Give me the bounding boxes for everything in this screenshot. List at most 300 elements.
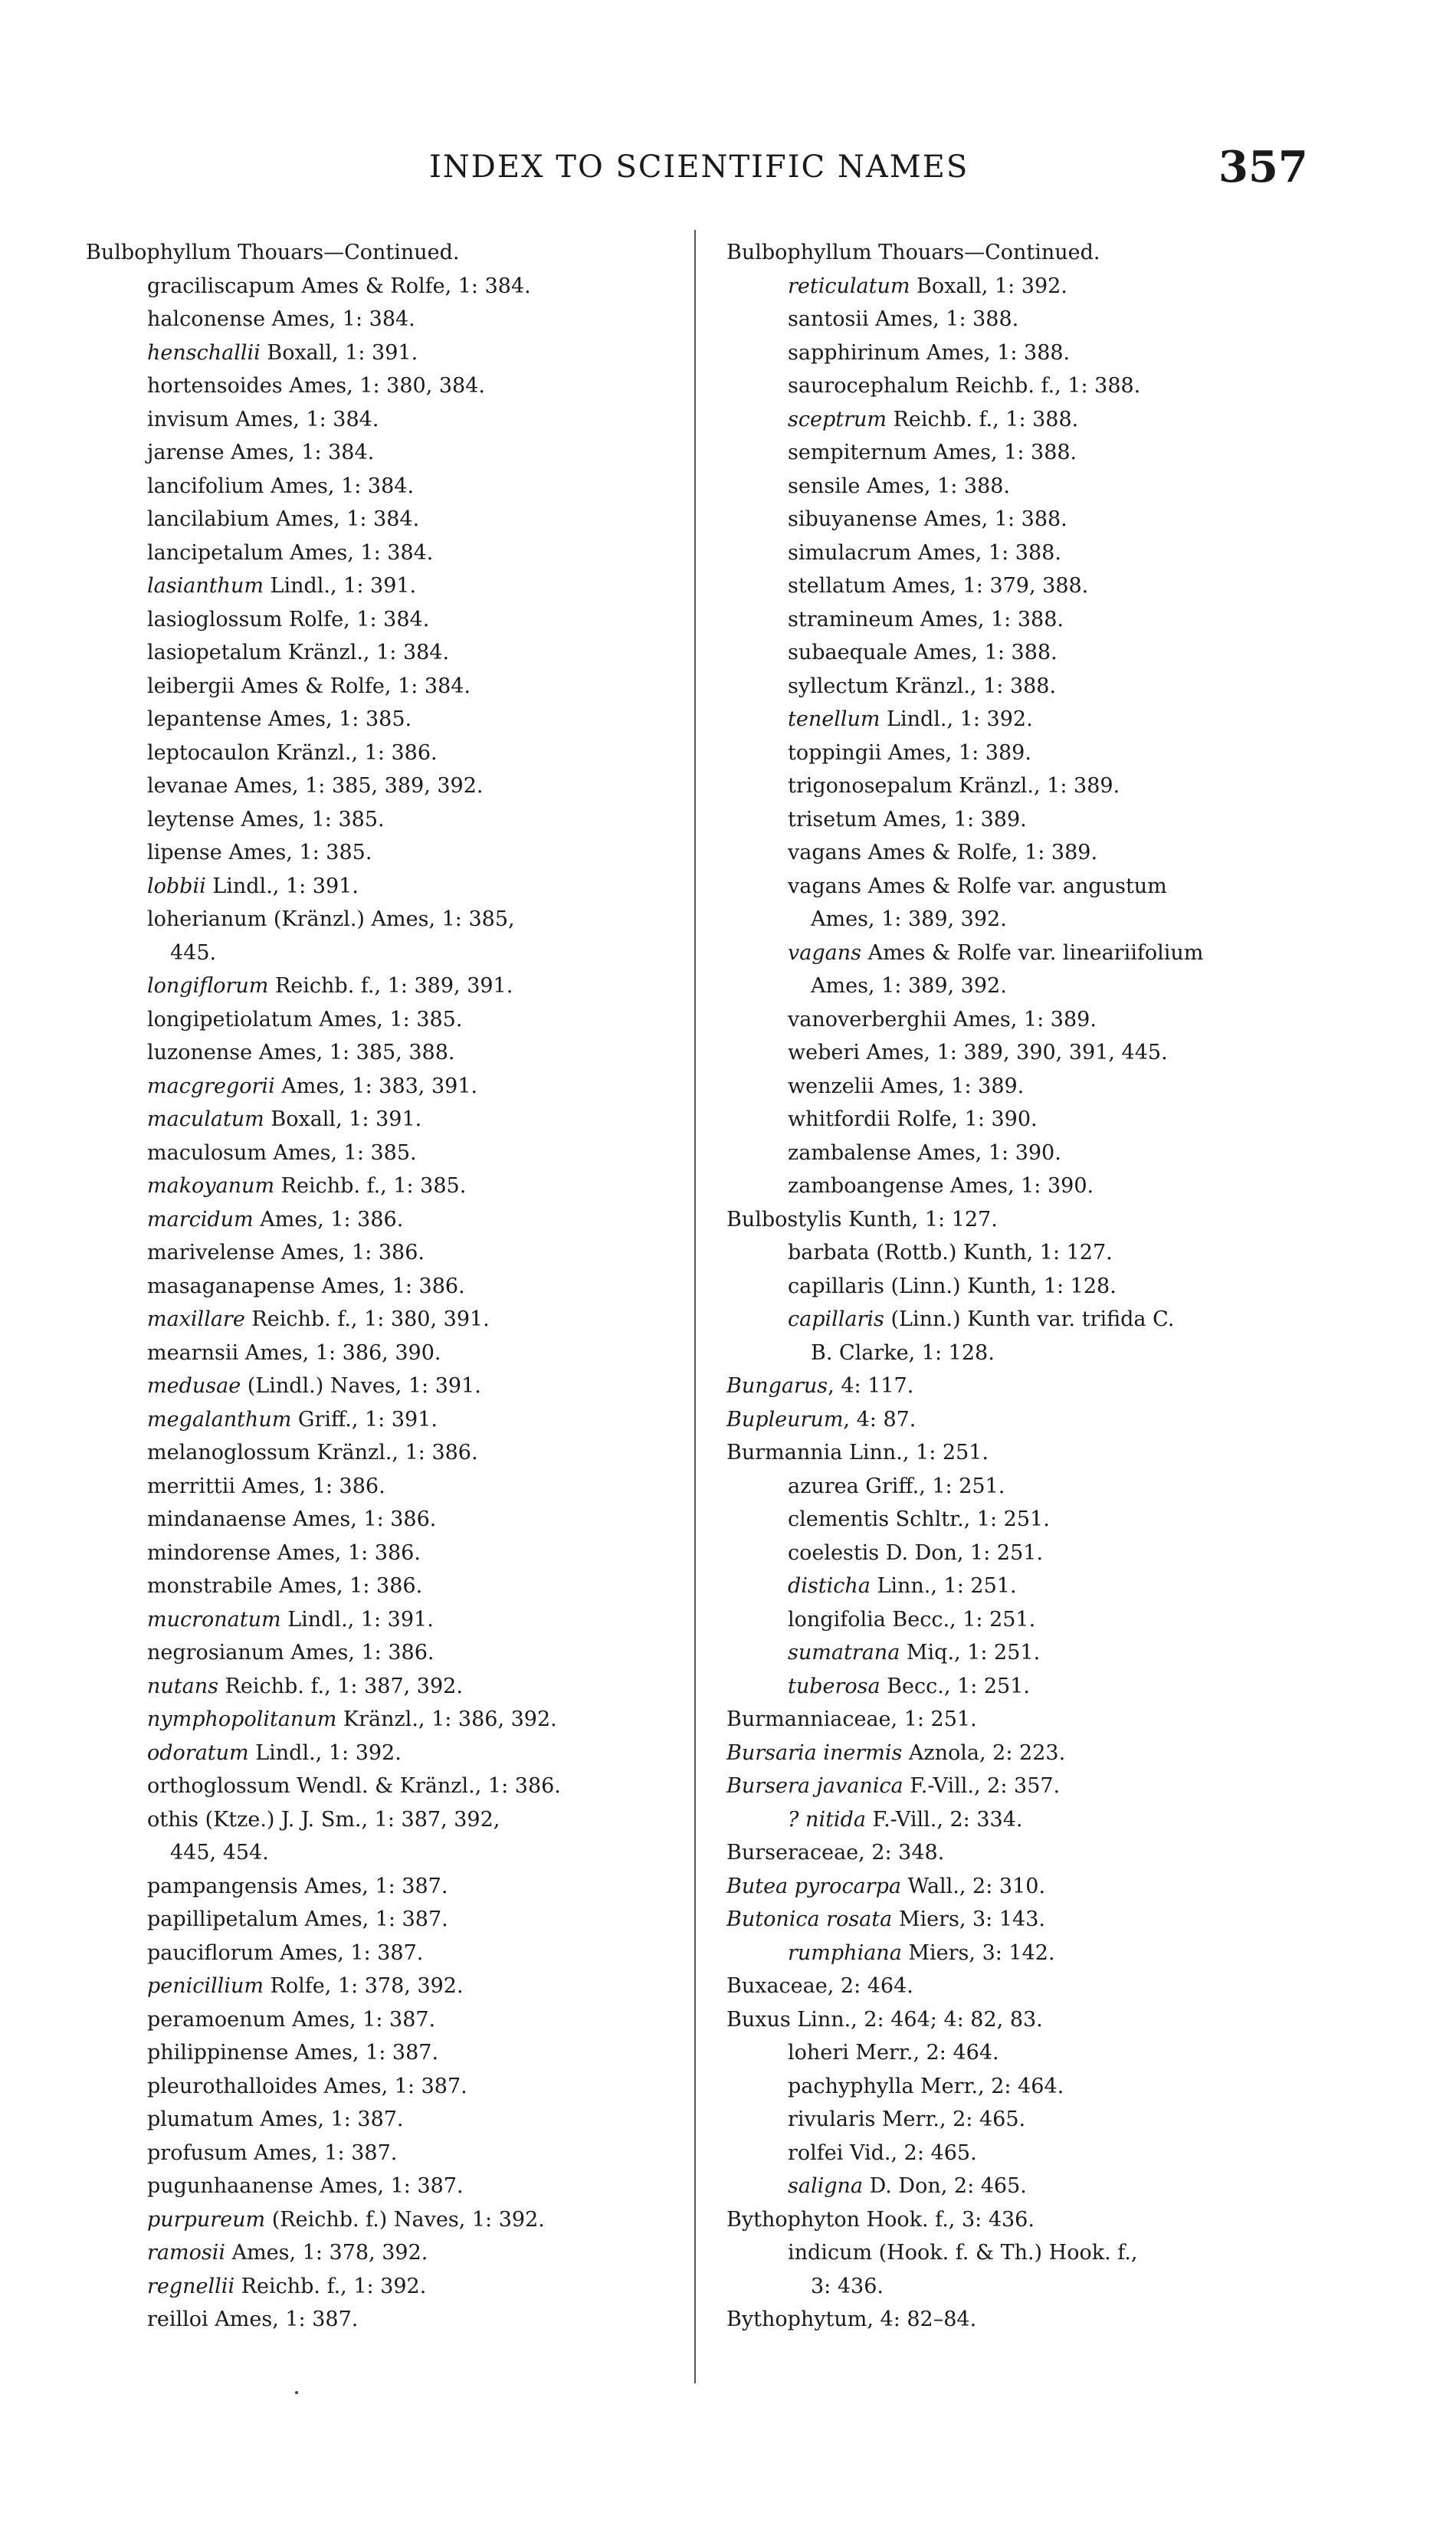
entry-name: mucronatum [147,1607,281,1632]
index-entry [86,270,699,303]
entry-reference: Ames, 1: 384. [224,441,375,464]
entry-name: syllectum [788,674,889,698]
index-entry [86,1270,699,1304]
index-entry [726,569,1363,603]
entry-name: halconense [147,307,266,331]
entry-continuation: Ames, 1: 389, 392. [811,974,1007,998]
index-entry [86,836,699,870]
index-entry [726,803,1363,837]
page-number: 357 [1218,142,1308,192]
index-entry [726,2070,1363,2104]
entry-reference: Vid., 2: 465. [843,2140,977,2165]
entry-reference: Griff., 1: 251. [858,1474,1005,1498]
entry-reference: Boxall, 1: 392. [910,274,1067,298]
index-entry [726,2137,1363,2170]
entry-continuation: B. Clarke, 1: 128. [811,1340,995,1365]
entry-reference: Ames, 1: 385. [261,707,412,731]
entry-name: Burseraceae [726,1841,859,1865]
entry-name: mindanaense [147,1507,287,1531]
entry-reference: Reichb. f., 1: 392. [234,2274,427,2298]
entry-name: Buxaceae [726,1974,828,1998]
entry-name: marcidum [147,1207,254,1232]
index-entry [86,603,699,637]
index-entry [726,1937,1363,1970]
index-entry [726,1303,1363,1369]
entry-name: negrosianum [147,1641,284,1665]
entry-reference: Ames, 1: 384. [228,407,379,431]
entry-name: penicillium [147,1974,264,1998]
entry-reference: Ames, 1: 388. [926,441,1077,464]
entry-name: masaganapense [147,1274,316,1298]
index-entry [726,736,1363,770]
entry-name: graciliscapum [147,274,295,298]
entry-name: Bungarus [726,1374,828,1398]
entry-continuation: 3: 436. [811,2274,884,2298]
index-entry [86,969,699,1003]
entry-reference: Ames, 1: 386. [274,1241,425,1264]
entry-name: Buxus [726,2007,791,2032]
index-entry [726,1903,1363,1937]
entry-name: lancipetalum [147,540,284,565]
index-entry [86,1137,699,1170]
entry-reference: Ames, 1: 387. [297,1874,448,1898]
index-entry [86,1470,699,1504]
entry-reference: Ames, 1: 379, 388. [885,574,1089,598]
entry-reference: Reichb. f., 1: 388. [887,407,1079,431]
index-entry [726,1203,1363,1237]
index-entry [86,1403,699,1437]
index-entry [726,1236,1363,1270]
entry-reference: Ames, 1: 388. [913,607,1064,631]
index-entry [726,1570,1363,1603]
index-entry [726,1369,1363,1403]
index-entry [726,1270,1363,1304]
entry-name: marivelense [147,1241,275,1264]
index-entry [86,1703,699,1737]
entry-name: pugunhaanense [147,2174,313,2198]
entry-reference: Linn., 1: 251. [870,1574,1017,1598]
index-entry [86,1236,699,1270]
entry-name: coelestis [788,1540,880,1565]
entry-reference: Ames, 1: 388. [917,507,1067,531]
entry-reference: Kränzl., 1: 386. [269,740,438,765]
entry-reference: Linn., 1: 251. [842,1441,989,1465]
entry-reference: Merr., 2: 464. [848,2041,999,2065]
entry-name: macgregorii [147,1074,275,1098]
entry-reference: Kränzl., 1: 384. [281,641,450,664]
entry-name: sceptrum [788,407,887,431]
entry-name: rumphiana [788,1940,902,1965]
index-entry [726,2203,1363,2237]
index-entry [86,1169,699,1203]
entry-reference: Lindl., 1: 392. [880,707,1033,731]
index-entry [726,1870,1363,1904]
index-entry [726,2036,1363,2070]
entry-reference: Ames, 1: 389. [874,1074,1025,1098]
index-entry [86,1670,699,1704]
index-entry [726,1970,1363,2003]
entry-name: clementis [788,1507,890,1531]
entry-name: profusum [147,2140,248,2165]
entry-reference: Boxall, 1: 391. [264,1107,422,1131]
index-entry [86,1369,699,1403]
entry-reference: Rolfe, 1: 378, 392. [263,1974,464,1998]
index-entry [726,870,1363,936]
index-entry [726,336,1363,370]
entry-name: luzonense [147,1041,253,1064]
index-entry [726,2170,1363,2203]
entry-reference: Ames, 1: 389. [881,740,1031,765]
index-entry [726,1503,1363,1537]
column-divider [694,230,696,2383]
entry-reference: Ames & Rolfe var. angustum [861,874,1167,898]
entry-name: zambalense [788,1140,912,1165]
entry-reference: Ames, 1: 380, 384. [282,374,485,398]
entry-name: reticulatum [788,274,910,298]
entry-reference: Ames, 1: 384. [269,507,420,531]
entry-reference: Ames, 1: 386. [271,1540,421,1565]
entry-reference: Ames & Rolfe, 1: 384. [294,274,531,298]
entry-name: pachyphylla [788,2074,914,2098]
entry-name: Bulbophyllum [726,241,872,264]
entry-reference: , 4: 117. [828,1374,914,1398]
index-entry [726,470,1363,504]
index-entry [726,2003,1363,2037]
entry-reference: Lindl., 1: 391. [205,874,359,898]
index-entry [86,1303,699,1337]
entry-reference: Ames, 1: 385. [312,1007,463,1032]
entry-name: reilloi [147,2308,208,2331]
entry-name: tenellum [788,707,880,731]
index-entry [726,403,1363,437]
index-entry [86,536,699,570]
entry-reference: Ames, 1: 384. [283,540,434,565]
entry-name: lasioglossum [147,607,283,631]
entry-reference: Ames, 1: 388. [920,340,1071,365]
entry-reference: Ames, 1: 383, 391. [274,1074,478,1098]
entry-reference: Ames, 1: 388. [860,474,1011,498]
entry-name: pleurothalloides [147,2074,318,2098]
index-entry [726,1670,1363,1704]
entry-name: Bythophytum [726,2308,867,2331]
index-entry [86,1737,699,1770]
entry-reference: Ames, 1: 385. [266,1140,417,1165]
entry-name: stellatum [788,574,886,598]
index-entry [86,903,699,969]
entry-name: leytense [147,807,234,832]
entry-name: disticha [788,1574,871,1598]
entry-reference: Ames, 1: 388. [868,307,1019,331]
index-entry [86,1036,699,1070]
entry-name: pampangensis [147,1874,298,1898]
entry-name: lepantense [147,707,262,731]
index-entry [86,2203,699,2237]
entry-reference: Rolfe, 1: 384. [282,607,430,631]
entry-reference: Griff., 1: 391. [291,1407,438,1432]
entry-name: mearnsii [147,1340,239,1365]
entry-name: capillaris [788,1307,884,1331]
entry-name: Bulbostylis [726,1207,842,1232]
entry-name: stramineum [788,607,914,631]
entry-name: sumatrana [788,1641,900,1665]
entry-name: hortensoides [147,374,283,398]
index-entry [726,436,1363,470]
entry-reference: Becc., 1: 251. [880,1674,1030,1698]
entry-name: regnellii [147,2274,235,2298]
index-entry [86,1636,699,1670]
entry-name: Bursera javanica [726,1774,903,1798]
entry-name: lasianthum [147,574,264,598]
index-entry [726,2103,1363,2137]
entry-name: barbata [788,1241,870,1264]
entry-name: longipetiolatum [147,1007,313,1032]
entry-reference: Ames, 1: 389. [877,807,1027,832]
index-entry [86,2137,699,2170]
entry-name: sapphirinum [788,340,920,365]
entry-reference: Kränzl., 1: 386, 392. [336,1707,557,1731]
entry-reference: Ames, 1: 387. [317,2074,467,2098]
entry-name: lasiopetalum [147,641,282,664]
index-entry [726,1770,1363,1803]
index-entry [726,603,1363,637]
entry-continuation: Ames, 1: 389, 392. [811,907,1007,931]
entry-reference: , 2: 464. [827,1974,913,1998]
entry-name: henschallii [147,340,261,365]
index-entry [86,1570,699,1603]
index-entry [726,1636,1363,1670]
entry-reference: , 1: 251. [890,1707,977,1731]
entry-name: papillipetalum [147,1907,299,1931]
entry-name: lancifolium [147,474,264,498]
entry-reference: , 4: 87. [843,1407,917,1432]
entry-reference: Ames, 1: 385. [221,841,372,864]
page-mark [295,2391,298,2394]
index-entry [86,2303,699,2337]
index-entry [726,1169,1363,1203]
index-entry [726,1737,1363,1770]
index-entry [86,1337,699,1370]
index-entry [86,1203,699,1237]
entry-name: wenzelii [788,1074,874,1098]
entry-reference: Reichb. f., 1: 380, 391. [244,1307,490,1331]
entry-reference: Ames, 1: 386, 390. [238,1340,441,1365]
index-entry [86,403,699,437]
entry-name: purpureum [147,2207,266,2232]
index-entry [726,769,1363,803]
index-entry [86,2070,699,2104]
entry-reference: Ames, 1: 387. [253,2108,404,2131]
page-header [0,142,1456,203]
entry-reference: Lindl., 1: 392. [248,1740,402,1765]
entry-reference: Ames, 1: 386. [286,1507,437,1531]
entry-name: ramosii [147,2241,225,2265]
index-entry [86,336,699,370]
entry-name: simulacrum [788,540,912,565]
index-entry [726,2236,1363,2303]
entry-reference: Merr., 2: 465. [875,2108,1026,2131]
entry-name: ? nitida [788,1807,866,1832]
index-entry [86,1436,699,1470]
entry-name: monstrabile [147,1574,273,1598]
index-entry [86,1070,699,1104]
entry-name: sempiternum [788,441,927,464]
entry-name: Burmanniaceae [726,1707,891,1731]
entry-reference: Wendl. & Kränzl., 1: 386. [290,1774,561,1798]
index-entry [726,503,1363,536]
entry-reference: Boxall, 1: 391. [260,340,418,365]
entry-reference: Ames & Rolfe var. lineariifolium [861,940,1204,965]
index-entry [726,303,1363,336]
entry-name: Bulbophyllum [86,241,231,264]
entry-reference: Miers, 3: 142. [901,1940,1055,1965]
entry-name: medusae [147,1374,241,1398]
index-entry [726,670,1363,704]
entry-name: vanoverberghii [788,1007,947,1032]
entry-reference: Kränzl., 1: 386. [310,1441,478,1465]
index-entry [726,536,1363,570]
entry-name: leibergii [147,674,234,698]
index-entry [86,1903,699,1937]
entry-reference: Ames & Rolfe, 1: 384. [234,674,471,698]
entry-name: makoyanum [147,1174,275,1198]
entry-name: toppingii [788,740,882,765]
entry-reference: Schltr., 1: 251. [889,1507,1050,1531]
entry-reference: Thouars—Continued. [871,241,1100,264]
entry-name: invisum [147,407,229,431]
index-entry [86,2103,699,2137]
entry-name: santosii [788,307,869,331]
entry-name: azurea [788,1474,859,1498]
entry-reference: Ames, 1: 390. [911,1140,1061,1165]
entry-name: lobbii [147,874,206,898]
index-entry [86,569,699,603]
index-entry [726,836,1363,870]
entry-name: Bythophyton [726,2207,861,2232]
entry-name: vagans [788,841,861,864]
entry-reference: Ames, 1: 387. [288,2041,439,2065]
entry-name: plumatum [147,2108,254,2131]
index-entry [86,2236,699,2270]
index-entry [86,670,699,704]
entry-name: vagans [788,940,861,965]
entry-reference: , 2: 348. [858,1841,945,1865]
index-entry [86,303,699,336]
index-entry [726,1003,1363,1037]
entry-name: longifolia [788,1607,886,1632]
index-entry [86,1937,699,1970]
entry-reference: , 4: 82–84. [867,2308,977,2331]
entry-name: subaequale [788,641,907,664]
index-column-right [726,236,1363,2337]
entry-reference: Ames, 1: 389, 390, 391, 445. [859,1041,1168,1064]
entry-name: mindorense [147,1540,271,1565]
entry-reference: Ames, 1: 387. [273,1940,424,1965]
entry-reference: Kränzl., 1: 389. [952,774,1120,798]
entry-reference: Ames, 1: 384. [265,307,415,331]
entry-name: saligna [788,2174,863,2198]
index-entry [726,2303,1363,2337]
entry-name: maculatum [147,1107,264,1131]
index-entry [726,1137,1363,1170]
entry-reference: D. Don, 1: 251. [879,1540,1044,1565]
entry-reference: Ames, 1: 385, 388. [252,1041,455,1064]
entry-reference: Rolfe, 1: 390. [890,1107,1038,1131]
index-entry [86,1770,699,1803]
entry-name: Bupleurum [726,1407,844,1432]
index-entry [726,1537,1363,1570]
index-entry [726,369,1363,403]
entry-name: tuberosa [788,1674,880,1698]
index-entry [86,2003,699,2037]
index-entry [726,1603,1363,1637]
entry-reference: (Ktze.) J. J. Sm., 1: 387, 392, [198,1807,500,1832]
index-entry [86,1003,699,1037]
entry-reference: Ames, 1: 384. [264,474,415,498]
entry-name: levanae [147,774,228,798]
entry-reference: (Reichb. f.) Naves, 1: 392. [265,2207,545,2232]
index-entry [86,803,699,837]
entry-reference: Miers, 3: 143. [892,1907,1045,1931]
index-entry [726,1036,1363,1070]
entry-name: sibuyanense [788,507,918,531]
index-entry [726,1070,1363,1104]
entry-name: maxillare [147,1307,245,1331]
index-entry [86,236,699,270]
entry-reference: Ames, 1: 386. [284,1641,435,1665]
index-entry [86,1503,699,1537]
entry-reference: Ames, 1: 390. [943,1174,1094,1198]
entry-reference: Lindl., 1: 391. [263,574,417,598]
index-entry [86,870,699,904]
index-entry [726,636,1363,670]
index-entry [86,1103,699,1137]
entry-name: weberi [788,1041,860,1064]
index-entry [726,1436,1363,1470]
index-entry [86,1603,699,1637]
entry-name: lancilabium [147,507,270,531]
entry-name: longiflorum [147,974,269,998]
entry-name: saurocephalum [788,374,949,398]
index-entry [726,236,1363,270]
entry-name: leptocaulon [147,740,270,765]
entry-reference: Hook. f., 3: 436. [860,2207,1035,2232]
entry-reference: Kunth, 1: 127. [841,1207,998,1232]
entry-name: zamboangense [788,1174,944,1198]
index-entry [726,936,1363,1003]
entry-reference: Aznola, 2: 223. [902,1740,1066,1765]
entry-continuation: 445. [170,940,217,965]
entry-reference: Reichb. f., 1: 387, 392. [218,1674,463,1698]
entry-name: nymphopolitanum [147,1707,337,1731]
entry-name: vagans [788,874,861,898]
entry-reference: Wall., 2: 310. [900,1874,1046,1898]
entry-name: rivularis [788,2108,876,2131]
index-entry [86,1803,699,1870]
index-entry [86,2270,699,2304]
entry-reference: Kränzl., 1: 388. [888,674,1057,698]
entry-name: loheri [788,2041,849,2065]
entry-reference: Ames, 1: 385. [234,807,385,832]
entry-reference: Linn., 2: 464; 4: 82, 83. [790,2007,1043,2032]
entry-reference: Ames, 1: 387. [208,2308,359,2331]
index-entry [726,1836,1363,1870]
entry-reference: (Kränzl.) Ames, 1: 385, [267,907,515,931]
index-entry [86,636,699,670]
index-entry [726,270,1363,303]
index-entry [86,1970,699,2003]
entry-reference: Reichb. f., 1: 388. [949,374,1141,398]
entry-reference: Ames & Rolfe, 1: 389. [861,841,1098,864]
